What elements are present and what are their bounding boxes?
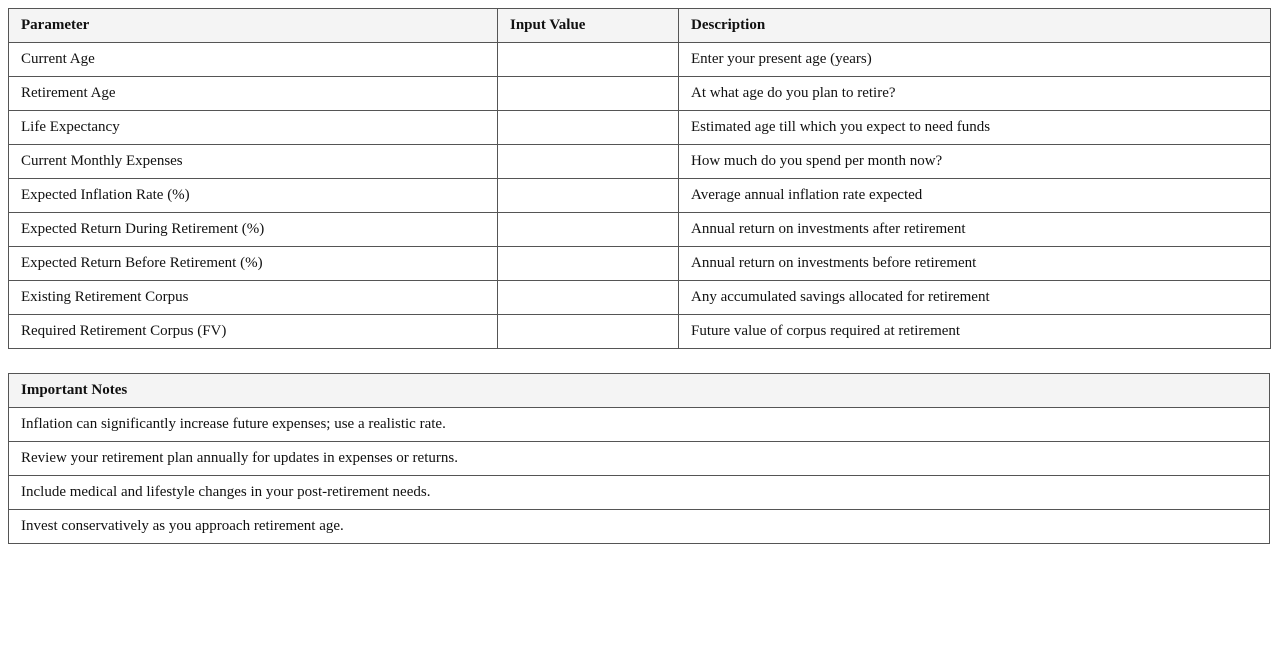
column-header-input-value: Input Value (498, 9, 679, 43)
parameter-cell: Retirement Age (9, 77, 498, 111)
input-value-cell[interactable] (498, 111, 679, 145)
parameter-cell: Life Expectancy (9, 111, 498, 145)
input-value-cell[interactable] (498, 43, 679, 77)
input-value-cell[interactable] (498, 247, 679, 281)
note-row (9, 476, 1270, 510)
notes-header-row (9, 374, 1270, 408)
input-value-cell[interactable] (498, 145, 679, 179)
note-item: Inflation can significantly increase future expenses; use a realistic rate. (9, 408, 1270, 442)
important-notes-table (8, 373, 1270, 544)
table-row (9, 145, 1271, 179)
note-row (9, 510, 1270, 544)
input-value-cell[interactable] (498, 315, 679, 349)
parameters-table (8, 8, 1271, 349)
description-cell: At what age do you plan to retire? (679, 77, 1271, 111)
table-row (9, 43, 1271, 77)
parameter-cell: Expected Return During Retirement (%) (9, 213, 498, 247)
parameter-cell: Existing Retirement Corpus (9, 281, 498, 315)
notes-header: Important Notes (9, 374, 1270, 408)
table-row (9, 179, 1271, 213)
description-cell: Estimated age till which you expect to need funds (679, 111, 1271, 145)
table-row (9, 281, 1271, 315)
note-row (9, 442, 1270, 476)
note-row (9, 408, 1270, 442)
parameter-cell: Current Age (9, 43, 498, 77)
note-item: Review your retirement plan annually for updates in expenses or returns. (9, 442, 1270, 476)
description-cell: Future value of corpus required at retirement (679, 315, 1271, 349)
note-item: Invest conservatively as you approach retirement age. (9, 510, 1270, 544)
parameter-cell: Expected Return Before Retirement (%) (9, 247, 498, 281)
table-row (9, 247, 1271, 281)
parameter-cell: Required Retirement Corpus (FV) (9, 315, 498, 349)
column-header-parameter: Parameter (9, 9, 498, 43)
column-header-description: Description (679, 9, 1271, 43)
table-row (9, 111, 1271, 145)
input-value-cell[interactable] (498, 281, 679, 315)
input-value-cell[interactable] (498, 179, 679, 213)
input-value-cell[interactable] (498, 213, 679, 247)
input-value-cell[interactable] (498, 77, 679, 111)
parameter-cell: Current Monthly Expenses (9, 145, 498, 179)
description-cell: Annual return on investments before retirement (679, 247, 1271, 281)
page-content (8, 8, 1270, 544)
table-row (9, 77, 1271, 111)
table-row (9, 213, 1271, 247)
note-item: Include medical and lifestyle changes in your post-retirement needs. (9, 476, 1270, 510)
parameters-header-row (9, 9, 1271, 43)
description-cell: Any accumulated savings allocated for retirement (679, 281, 1271, 315)
description-cell: Annual return on investments after retirement (679, 213, 1271, 247)
description-cell: Average annual inflation rate expected (679, 179, 1271, 213)
description-cell: How much do you spend per month now? (679, 145, 1271, 179)
description-cell: Enter your present age (years) (679, 43, 1271, 77)
table-row (9, 315, 1271, 349)
parameter-cell: Expected Inflation Rate (%) (9, 179, 498, 213)
